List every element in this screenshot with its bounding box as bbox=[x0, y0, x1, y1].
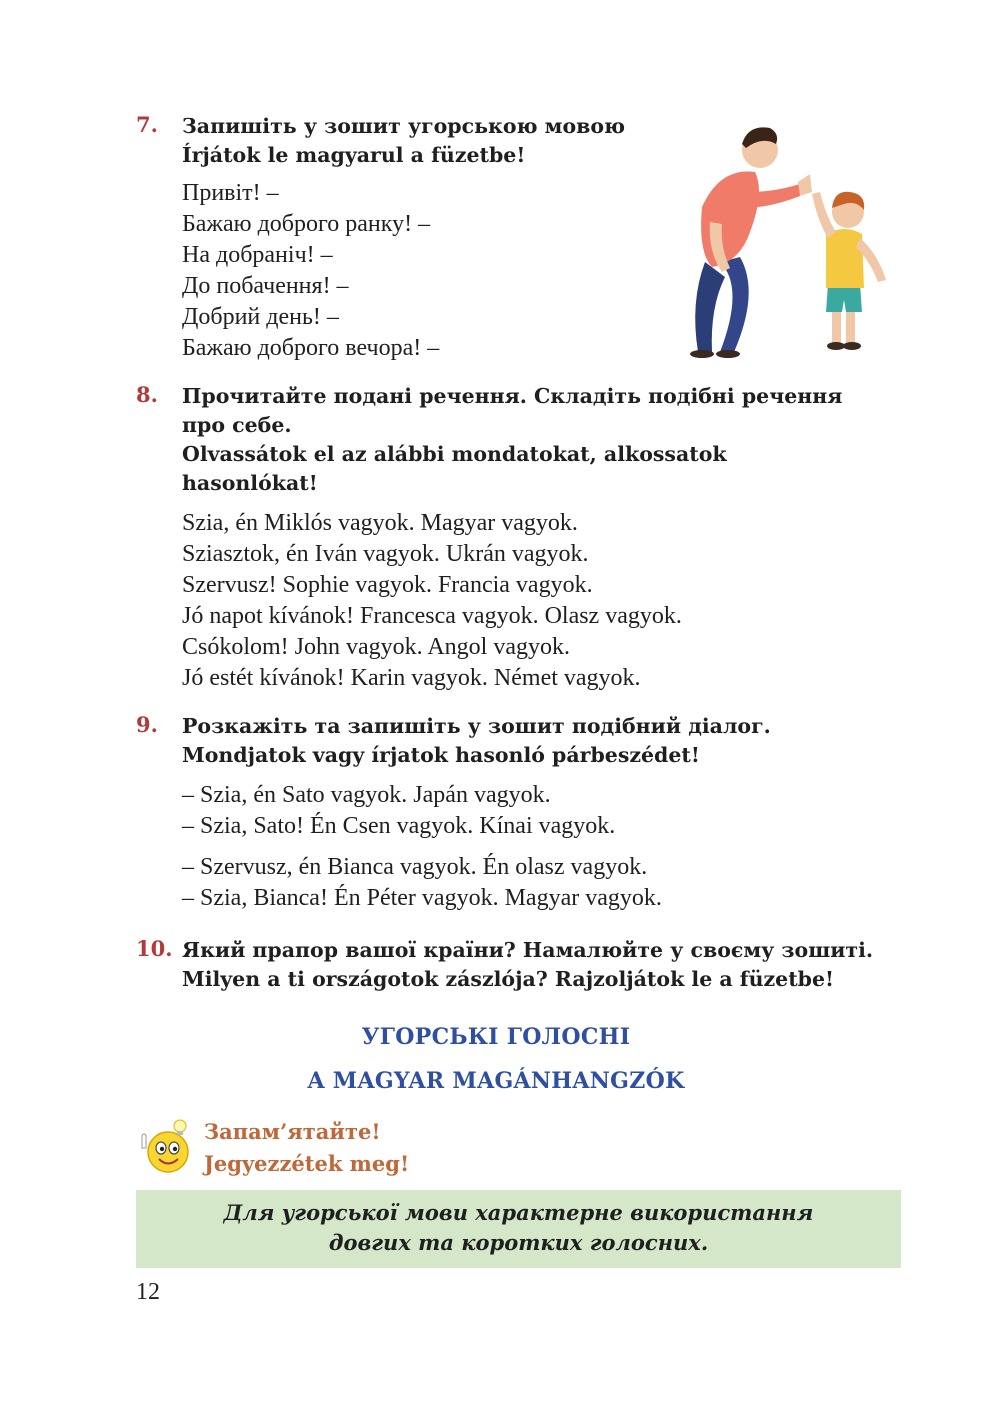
phrase-line: До побачення! – bbox=[182, 273, 349, 299]
sentence-line: Jó napot kívánok! Francesca vagyok. Olasz vagyok. bbox=[182, 603, 682, 629]
phrase-line: Добрий день! – bbox=[182, 304, 339, 330]
instruction-hu: Olvassátok el az alábbi mondatokat, alkossatok bbox=[182, 442, 727, 466]
dialog-1 bbox=[182, 780, 906, 842]
instruction-hu: Mondjatok vagy írjatok hasonló párbeszédet! bbox=[182, 743, 700, 767]
note-line: Для угорської мови характерне використання bbox=[223, 1200, 814, 1225]
note-line: довгих та коротких голосних. bbox=[328, 1230, 709, 1255]
phrase-line: На добраніч! – bbox=[182, 242, 333, 268]
remember-hu: Jegyezzétek meg! bbox=[204, 1151, 410, 1176]
instruction-uk: про себе. bbox=[182, 413, 292, 437]
remember-text bbox=[204, 1116, 409, 1180]
instruction-uk: Запишіть у зошит угорською мовою bbox=[182, 114, 626, 138]
section-title-hu: A MAGYAR MAGÁNHANGZÓK bbox=[307, 1068, 685, 1094]
note-box bbox=[136, 1190, 901, 1268]
phrase-line: Бажаю доброго вечора! – bbox=[182, 335, 440, 361]
instruction-uk: Який прапор вашої країни? Намалюйте у своєму зошиті. bbox=[182, 938, 874, 962]
instruction-hu: Milyen a ti országotok zászlója? Rajzoljátok le a füzetbe! bbox=[182, 967, 835, 991]
exercise-number: 10. bbox=[136, 936, 173, 961]
sentence-list bbox=[182, 508, 906, 694]
sentence-line: Jó estét kívánok! Karin vagyok. Német vagyok. bbox=[182, 665, 641, 691]
exercise-number: 7. bbox=[136, 112, 158, 137]
phrase-line: Привіт! – bbox=[182, 180, 279, 206]
sentence-line: Szervusz! Sophie vagyok. Francia vagyok. bbox=[182, 572, 593, 598]
instruction-uk: Розкажіть та запишіть у зошит подібний діалог. bbox=[182, 714, 771, 738]
remember-uk: Запам’ятайте! bbox=[204, 1119, 381, 1144]
instruction-uk: Прочитайте подані речення. Складіть подібні речення bbox=[182, 384, 843, 408]
exercise-body bbox=[182, 382, 906, 694]
dialog-line: – Szia, én Sato vagyok. Japán vagyok. bbox=[182, 782, 551, 808]
sentence-line: Csókolom! John vagyok. Angol vagyok. bbox=[182, 634, 570, 660]
exercise-number: 9. bbox=[136, 712, 158, 737]
remember-callout bbox=[134, 1116, 464, 1180]
instruction-hu: Írjátok le magyarul a füzetbe! bbox=[182, 143, 526, 167]
exercise-body bbox=[182, 712, 906, 914]
high-five-illustration bbox=[650, 112, 900, 362]
dialog-line: – Szia, Bianca! Én Péter vagyok. Magyar vagyok. bbox=[182, 885, 662, 911]
smiley-lightbulb-icon bbox=[134, 1118, 196, 1180]
exercise-body bbox=[182, 936, 906, 994]
sentence-line: Sziasztok, én Iván vagyok. Ukrán vagyok. bbox=[182, 541, 589, 567]
sentence-line: Szia, én Miklós vagyok. Magyar vagyok. bbox=[182, 510, 578, 536]
phrase-line: Бажаю доброго ранку! – bbox=[182, 211, 431, 237]
dialog-line: – Szervusz, én Bianca vagyok. Én olasz vagyok. bbox=[182, 854, 648, 880]
dialog-line: – Szia, Sato! Én Csen vagyok. Kínai vagyok. bbox=[182, 813, 616, 839]
section-title-uk: УГОРСЬКІ ГОЛОСНІ bbox=[361, 1024, 631, 1050]
dialog-2 bbox=[182, 852, 906, 914]
exercise-number: 8. bbox=[136, 382, 158, 407]
page-number: 12 bbox=[136, 1279, 160, 1305]
instruction-hu: hasonlókat! bbox=[182, 471, 318, 495]
